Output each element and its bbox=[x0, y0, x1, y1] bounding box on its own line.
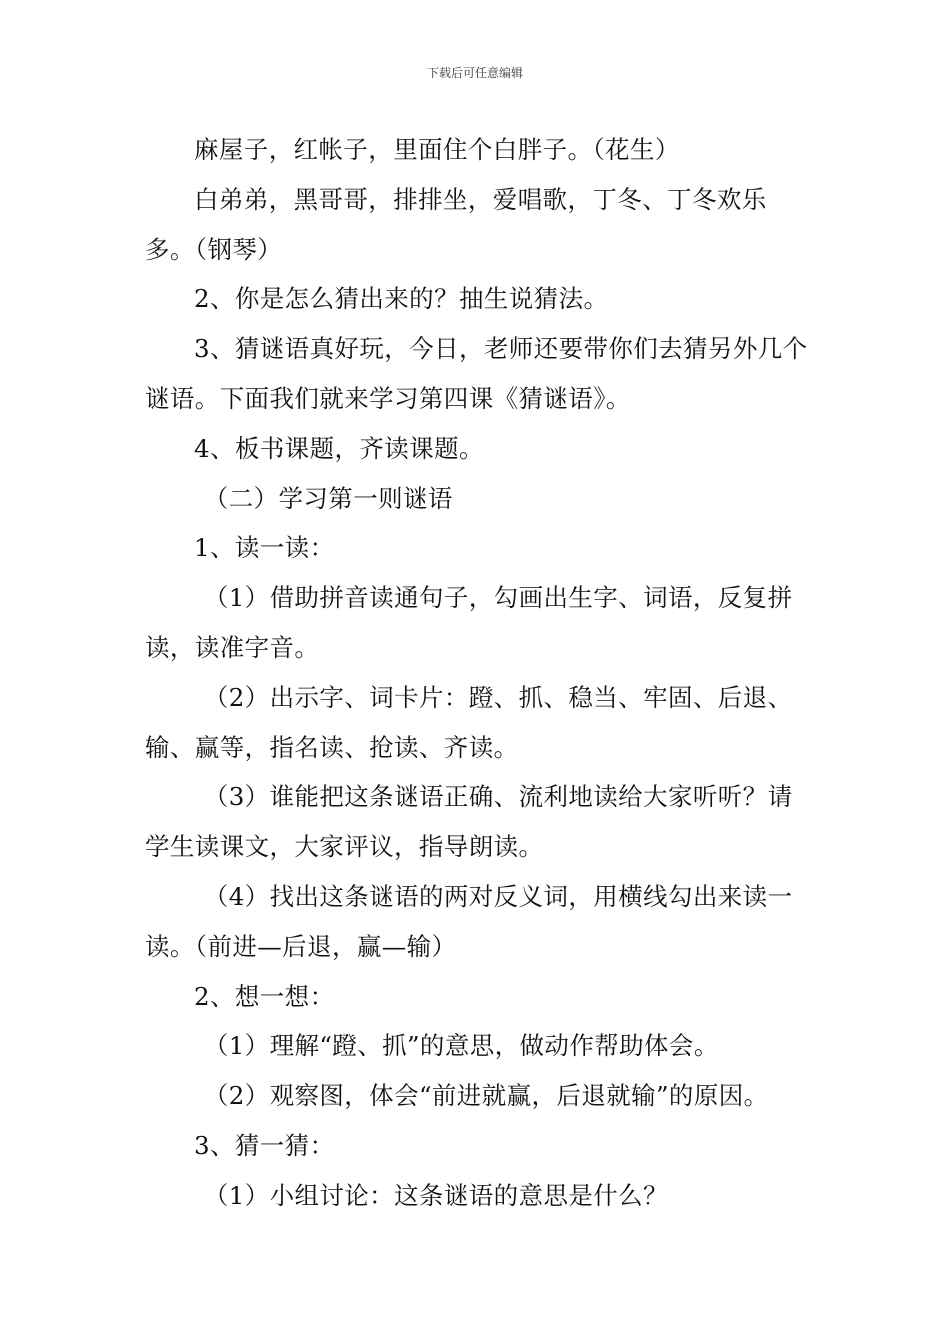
subheading-read: 1、读一读： bbox=[194, 533, 335, 563]
paragraph-step-2: 2、你是怎么猜出来的？抽生说猜法。 bbox=[194, 284, 609, 314]
document-body bbox=[145, 125, 810, 1221]
paragraph-guess-item-1: （1）小组讨论：这条谜语的意思是什么？ bbox=[203, 1180, 668, 1210]
page-header-note: 下载后可任意编辑 bbox=[426, 66, 523, 80]
paragraph-read-item-1: （1）借助拼音读通句子，勾画出生字、词语，反复拼读，读准字音。 bbox=[145, 583, 793, 662]
paragraph-riddle-peanut: 麻屋子，红帐子，里面住个白胖子。（花生） bbox=[194, 135, 680, 164]
paragraph-step-4: 4、板书课题，齐读课题。 bbox=[194, 433, 484, 463]
subheading-think: 2、想一想： bbox=[194, 981, 335, 1011]
paragraph-riddle-piano: 白弟弟，黑哥哥，排排坐，爱唱歌，丁冬、丁冬欢乐多。（钢琴） bbox=[145, 184, 767, 264]
paragraph-step-3: 3、猜谜语真好玩，今日，老师还要带你们去猜另外几个谜语。下面我们就来学习第四课《猜谜语》。 bbox=[145, 334, 808, 413]
section-heading-learn-first-riddle: （二）学习第一则谜语 bbox=[203, 483, 453, 513]
paragraph-think-item-2: （2）观察图，体会“前进就赢，后退就输”的原因。 bbox=[203, 1081, 769, 1111]
paragraph-read-item-3: （3）谁能把这条谜语正确、流利地读给大家听听？请学生读课文，大家评议，指导朗读。 bbox=[145, 782, 793, 862]
paragraph-read-item-2: （2）出示字、词卡片：蹬、抓、稳当、牢固、后退、输、赢等，指名读、抢读、齐读。 bbox=[145, 682, 793, 762]
paragraph-read-item-4: （4）找出这条谜语的两对反义词，用横线勾出来读一读。（前进—后退，赢—输） bbox=[145, 881, 793, 961]
paragraph-think-item-1: （1）理解“蹬、抓”的意思，做动作帮助体会。 bbox=[203, 1031, 719, 1061]
subheading-guess: 3、猜一猜： bbox=[194, 1130, 335, 1160]
